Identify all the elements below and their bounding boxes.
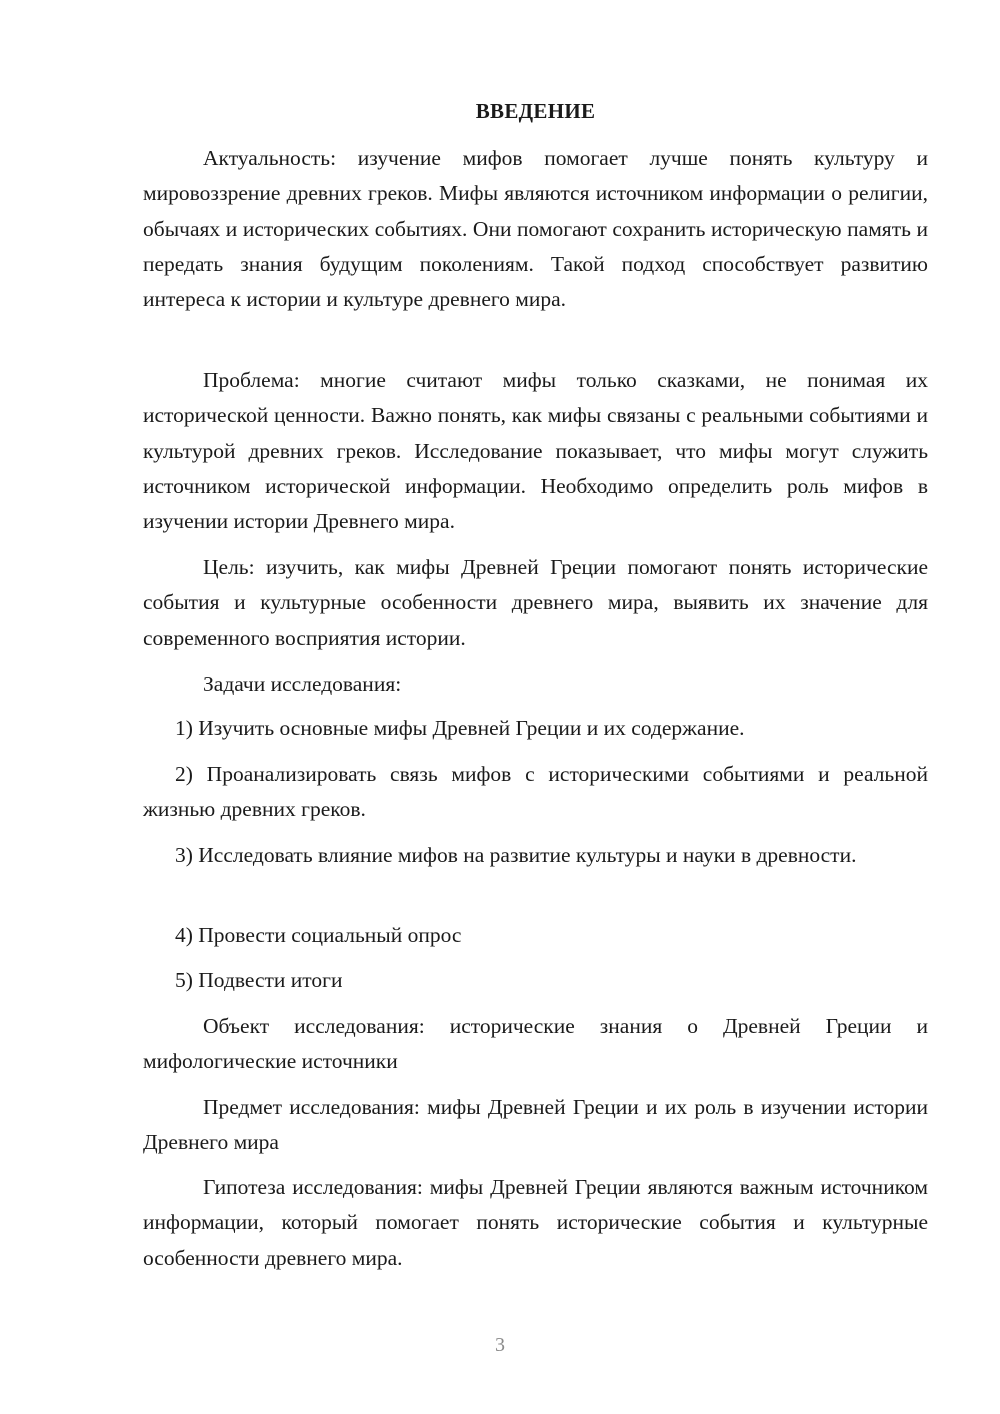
paragraph-goal: Цель: изучить, как мифы Древней Греции помогают понять исторические события и культурные особенности древнего мира, выявить их значение для современного восприятия истории. [143,555,928,650]
paragraph-subject: Предмет исследования: мифы Древней Греции и их роль в изучении истории Древнего мира [143,1095,928,1155]
paragraph-relevance: Актуальность: изучение мифов помогает лучше понять культуру и мировоззрение древних греков. Мифы являются источником информации о религии, обычаях и исторических событиях. Они помогают сохранить историческую память и передать знания будущим поколениям. Такой подход способствует развитию интереса к истории и культуре древнего мира. [143,146,928,312]
task-item-5: 5) Подвести итоги [175,968,343,992]
page-number: 3 [495,1334,505,1356]
section-heading: ВВЕДЕНИЕ [475,99,596,123]
paragraph-object: Объект исследования: исторические знания о Древней Греции и мифологические источники [143,1014,928,1074]
task-item-4: 4) Провести социальный опрос [175,923,462,947]
paragraph-hypothesis: Гипотеза исследования: мифы Древней Греции являются важным источником информации, который помогает понять исторические события и культурные особенности древнего мира. [143,1175,928,1270]
task-item-3: 3) Исследовать влияние мифов на развитие культуры и науки в древности. [175,843,857,867]
task-item-2: 2) Проанализировать связь мифов с историческими событиями и реальной жизнью древних греков. [143,762,928,822]
paragraph-problem: Проблема: многие считают мифы только сказками, не понимая их исторической ценности. Важно понять, как мифы связаны с реальными событиями и культурой древних греков. Исследование показывает, что мифы могут служить источником исторической информации. Необходимо определить роль мифов в изучении истории Древнего мира. [143,368,928,534]
tasks-title: Задачи исследования: [203,672,402,696]
task-item-1: 1) Изучить основные мифы Древней Греции и их содержание. [175,716,745,740]
